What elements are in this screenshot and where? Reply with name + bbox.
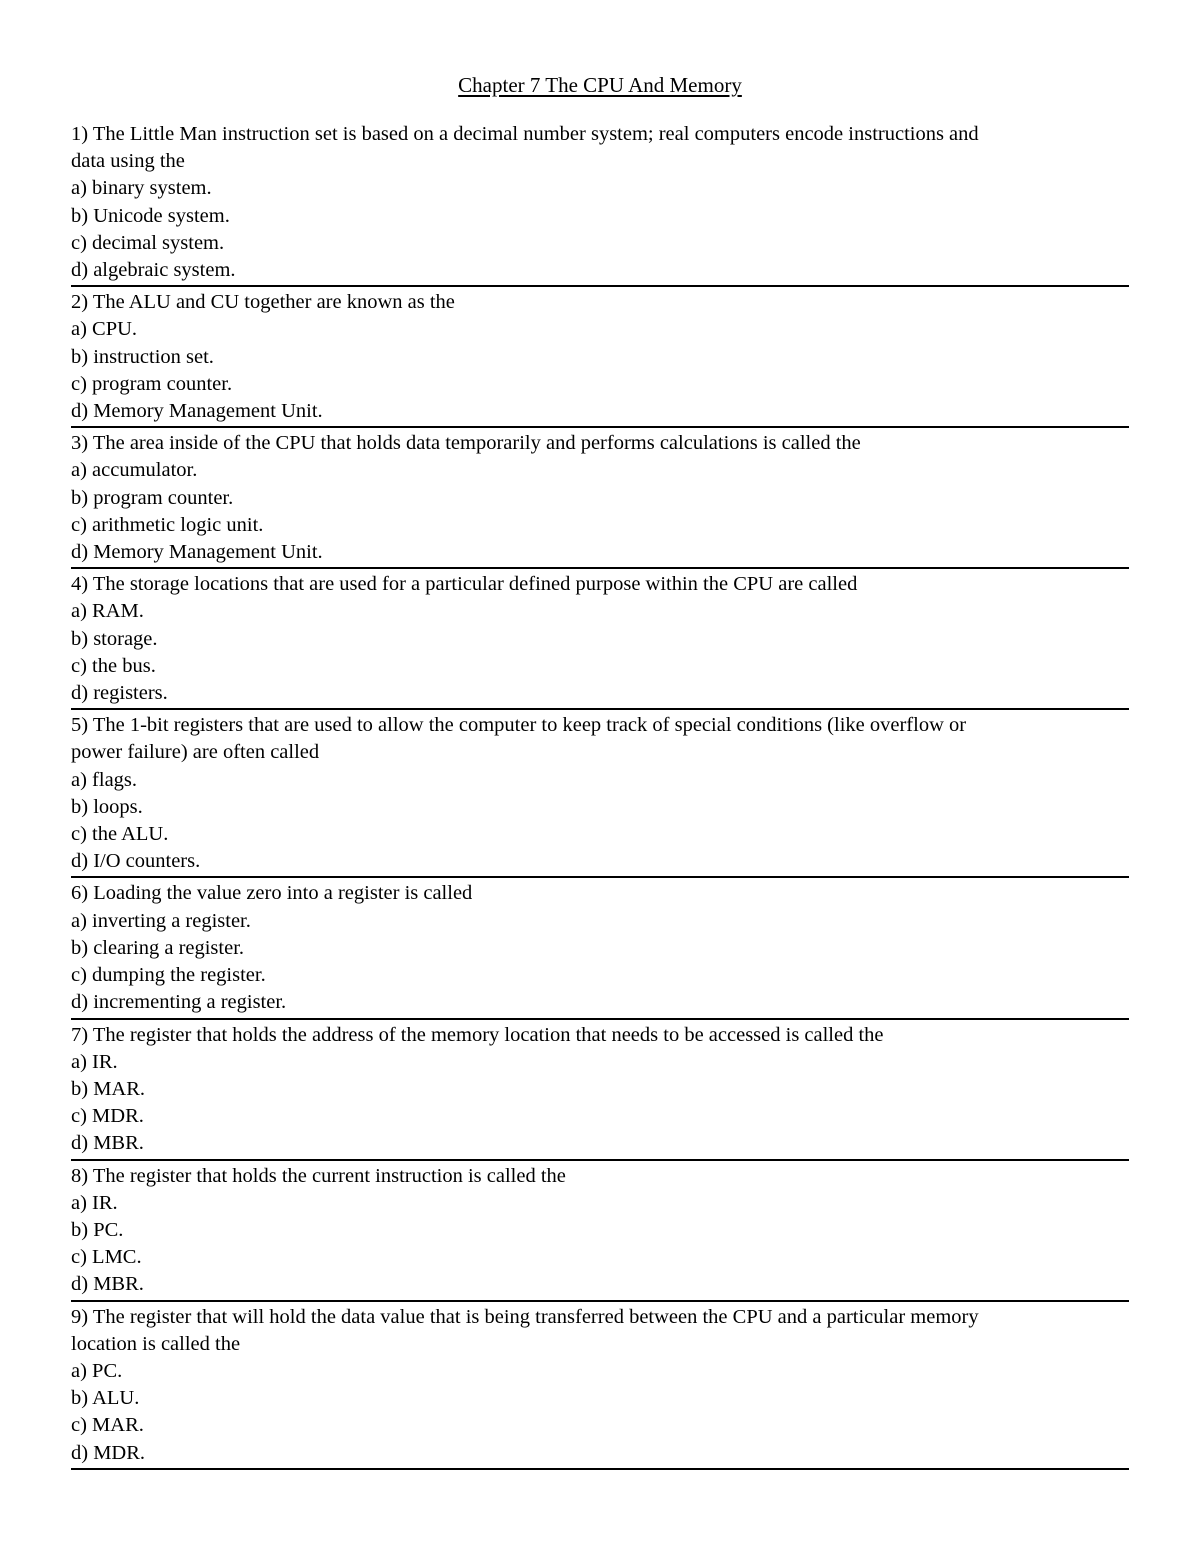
answer-option: b) instruction set. xyxy=(71,345,214,368)
answer-option: a) PC. xyxy=(71,1359,123,1382)
page-title-text: Chapter 7 The CPU And Memory xyxy=(458,73,742,97)
question-prompt-line: location is called the xyxy=(71,1332,241,1355)
question-prompt-line: 8) The register that holds the current instruction is called the xyxy=(71,1164,566,1187)
question-prompt-line: 6) Loading the value zero into a register is called xyxy=(71,882,473,905)
answer-option: b) PC. xyxy=(71,1218,124,1241)
answer-option: b) clearing a register. xyxy=(71,936,245,959)
question-prompt-line: 5) The 1-bit registers that are used to allow the computer to keep track of special conditions (like overflow or xyxy=(71,714,967,737)
answer-option: d) MBR. xyxy=(71,1132,144,1155)
question-prompt-line: 2) The ALU and CU together are known as the xyxy=(71,291,455,314)
question-block xyxy=(71,712,1129,878)
question-block xyxy=(71,571,1129,710)
answer-option: a) accumulator. xyxy=(71,459,198,482)
answer-option: d) algebraic system. xyxy=(71,259,236,282)
question-prompt-line: 4) The storage locations that are used for a particular defined purpose within the CPU are called xyxy=(71,573,858,596)
question-prompt-line: data using the xyxy=(71,150,185,173)
question-block xyxy=(71,1022,1129,1161)
answer-option: a) inverting a register. xyxy=(71,909,251,932)
answer-option: c) MAR. xyxy=(71,1414,144,1437)
answer-option: b) MAR. xyxy=(71,1077,146,1100)
question-block xyxy=(71,430,1129,569)
answer-option: b) ALU. xyxy=(71,1387,140,1410)
answer-option: b) program counter. xyxy=(71,486,234,509)
answer-option: b) storage. xyxy=(71,627,158,650)
answer-option: c) arithmetic logic unit. xyxy=(71,513,264,536)
answer-option: a) IR. xyxy=(71,1191,118,1214)
answer-option: a) IR. xyxy=(71,1050,118,1073)
answer-option: d) Memory Management Unit. xyxy=(71,400,323,423)
answer-option: d) incrementing a register. xyxy=(71,991,287,1014)
answer-option: c) program counter. xyxy=(71,372,233,395)
question-prompt-line: 1) The Little Man instruction set is based on a decimal number system; real computers encode instructions and xyxy=(71,123,979,145)
question-prompt-line: 7) The register that holds the address of the memory location that needs to be accessed is called the xyxy=(71,1023,884,1046)
answer-option: c) LMC. xyxy=(71,1246,142,1269)
answer-option: a) RAM. xyxy=(71,600,144,623)
answer-option: d) I/O counters. xyxy=(71,850,201,873)
question-block xyxy=(71,1304,1129,1470)
question-prompt-line: 9) The register that will hold the data value that is being transferred between the CPU and a particular memory xyxy=(71,1305,979,1328)
answer-option: c) decimal system. xyxy=(71,231,225,254)
answer-option: a) flags. xyxy=(71,768,138,791)
answer-option: b) loops. xyxy=(71,795,143,818)
page-title xyxy=(0,70,1200,100)
question-block xyxy=(71,880,1129,1019)
question-prompt-line: power failure) are often called xyxy=(71,741,320,764)
answer-option: c) the ALU. xyxy=(71,823,169,846)
answer-option: b) Unicode system. xyxy=(71,204,230,227)
answer-option: a) binary system. xyxy=(71,177,212,200)
answer-option: c) MDR. xyxy=(71,1105,144,1128)
question-prompt-line: 3) The area inside of the CPU that holds data temporarily and performs calculations is called the xyxy=(71,432,861,455)
question-block xyxy=(71,1163,1129,1302)
question-block xyxy=(71,289,1129,428)
answer-option: c) dumping the register. xyxy=(71,964,266,987)
question-block xyxy=(71,121,1129,287)
answer-option: d) MBR. xyxy=(71,1273,144,1296)
answer-option: a) CPU. xyxy=(71,318,138,341)
question-list xyxy=(71,121,1129,1472)
answer-option: d) MDR. xyxy=(71,1441,146,1464)
answer-option: d) registers. xyxy=(71,682,168,705)
answer-option: c) the bus. xyxy=(71,654,156,677)
answer-option: d) Memory Management Unit. xyxy=(71,541,323,564)
